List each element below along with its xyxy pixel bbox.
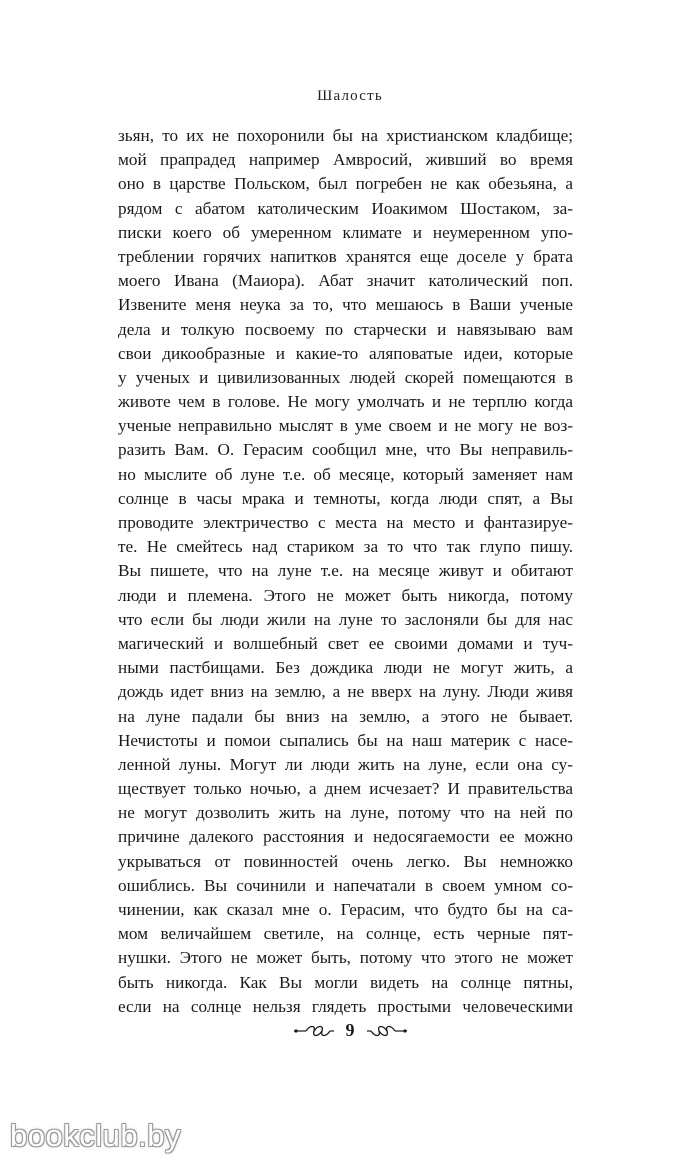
text-line: Вы пишете, что на луне т.е. на месяце живут и обитают	[118, 561, 573, 581]
text-line: животе чем в голове. Не могу умолчать и не терплю когда	[118, 392, 573, 412]
text-line: мой прапрадед например Амвросий, живший во время	[118, 150, 573, 170]
text-line: у ученых и цивилизованных людей скорей помещаются в	[118, 367, 573, 387]
text-line: оно в царстве Польском, был погребен не как обезьяна, а	[118, 174, 573, 194]
text-line: дела и толкую посвоему по старчески и навязываю вам	[118, 319, 573, 339]
text-line: мом величайшем светиле, на солнце, есть черные пят-	[118, 924, 573, 944]
text-line: зьян, то их не похоронили бы на христианском кладбище;	[118, 126, 573, 145]
text-line: рядом с абатом католическим Иоакимом Шостаком, за-	[118, 198, 573, 218]
body-text	[118, 124, 573, 1019]
text-line: ными пастбищами. Без дождика люди не могут жить, а	[118, 658, 573, 678]
text-line: ученые неправильно мыслят в уме своем и не могу не воз-	[118, 416, 573, 436]
text-line: ществует только ночью, а днем исчезает? И правительства	[118, 779, 573, 799]
text-line: треблении горячих напитков хранятся еще доселе у брата	[118, 246, 573, 266]
text-line: ошиблись. Вы сочинили и напечатали в своем умном со-	[118, 875, 573, 895]
text-line: дождь идет вниз на землю, а не вверх на луну. Люди живя	[118, 682, 573, 702]
text-line: свои дикообразные и какие-то аляповатые идеи, которые	[118, 343, 573, 363]
text-line: быть никогда. Как Вы могли видеть на солнце пятны,	[118, 972, 573, 992]
running-head: Шалость	[317, 88, 383, 104]
text-line: моего Ивана (Маиора). Абат значит католический поп.	[118, 271, 573, 291]
text-line: укрываться от повинностей очень легко. Вы немножко	[118, 851, 573, 871]
text-line: солнце в часы мрака и темноты, когда люди спят, а Вы	[118, 488, 573, 508]
ornament-left-icon	[292, 1024, 336, 1038]
text-line: причине далекого расстояния и недосягаемости ее можно	[118, 827, 573, 847]
text-line: чинении, как сказал мне о. Герасим, что будто бы на са-	[118, 900, 573, 919]
page-footer	[0, 1020, 700, 1041]
text-line: не могут дозволить жить на луне, потому что на ней по	[118, 803, 573, 823]
text-line: что если бы люди жили на луне то заслоняли бы для нас	[118, 609, 573, 629]
text-line: магический и волшебный свет ее своими домами и туч-	[118, 633, 573, 653]
text-line: разить Вам. О. Герасим сообщил мне, что Вы неправиль-	[118, 440, 573, 460]
text-line: Извените меня неука за то, что мешаюсь в Ваши ученые	[118, 295, 573, 315]
page-number: 9	[345, 1020, 355, 1040]
text-line: писки коего об умеренном климате и неумеренном упо-	[118, 222, 573, 242]
text-line: ленной луны. Могут ли люди жить на луне, если она су-	[118, 754, 573, 774]
watermark: bookclub.by	[10, 1118, 181, 1153]
text-line: те. Не смейтесь над стариком за то что так глупо пишу.	[118, 537, 573, 557]
text-line: люди и племена. Этого не может быть никогда, потому	[118, 585, 573, 605]
text-line: но мыслите об луне т.е. об месяце, который заменяет нам	[118, 464, 573, 484]
text-line: проводите электричество с места на место и фантазируе-	[118, 513, 573, 532]
text-line: на луне падали бы вниз на землю, а этого не бывает.	[118, 706, 573, 726]
ornament-right-icon	[365, 1024, 409, 1038]
text-line: нушки. Этого не может быть, потому что этого не может	[118, 948, 573, 968]
text-line: если на солнце нельзя глядеть простыми человеческими	[118, 996, 573, 1016]
text-line: Нечистоты и помои сыпались бы на наш материк с насе-	[118, 730, 573, 750]
